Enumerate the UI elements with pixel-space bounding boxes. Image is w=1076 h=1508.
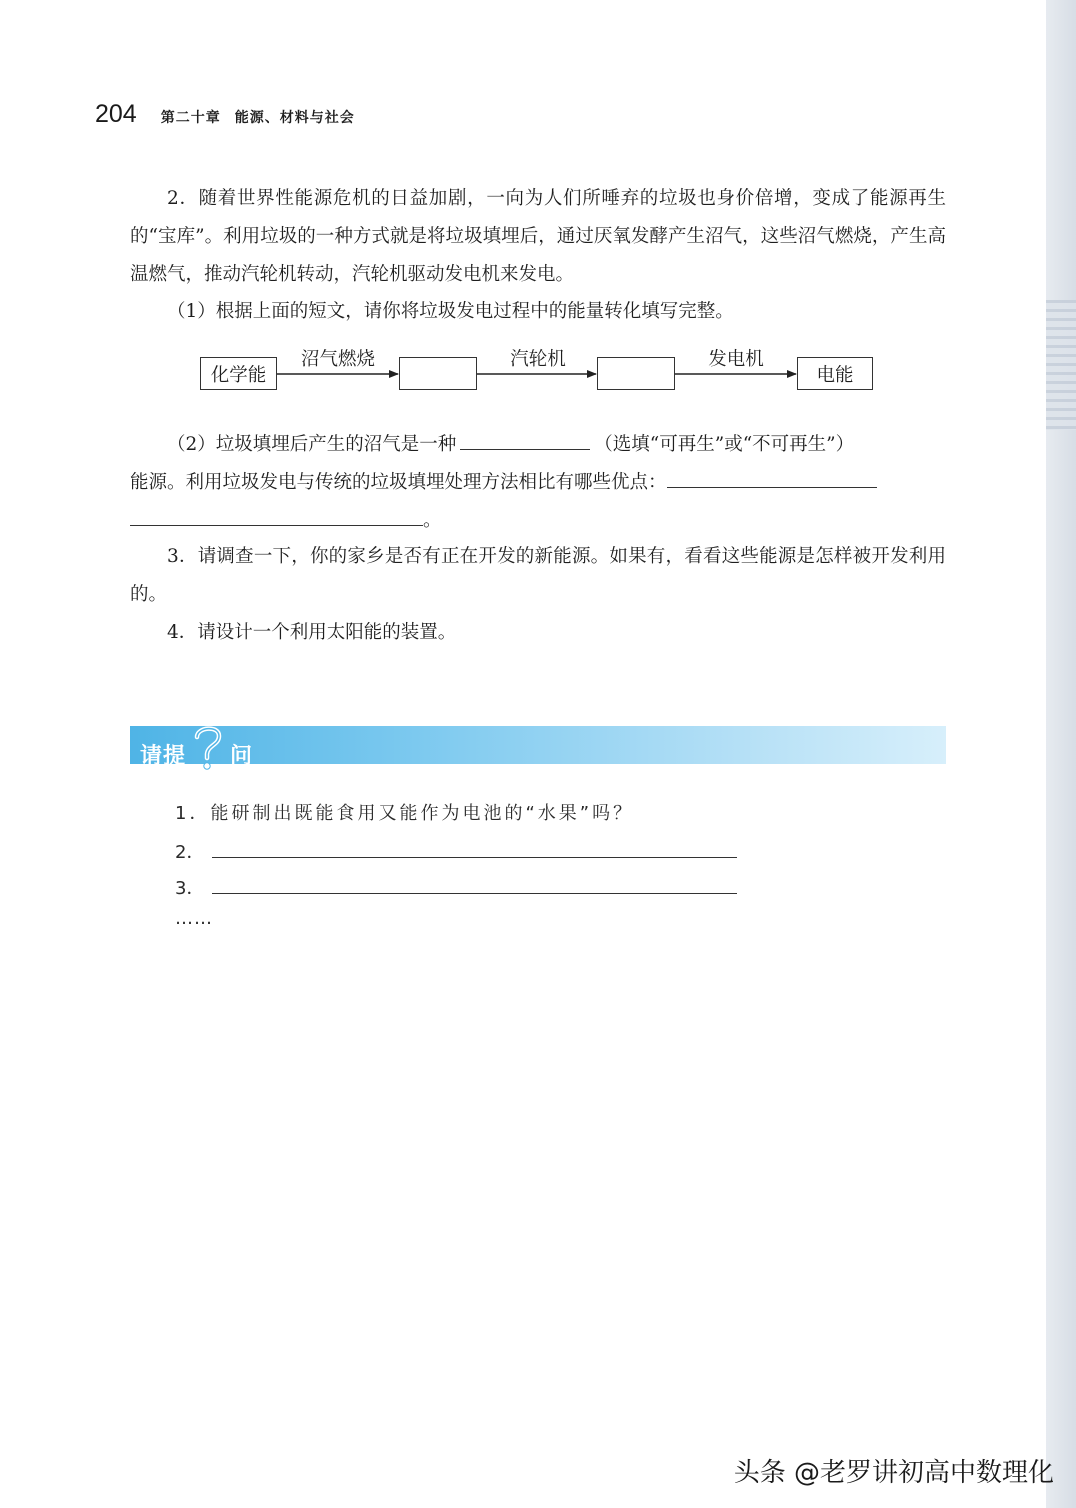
flow-label-step2: 汽轮机 xyxy=(510,349,566,370)
exercise-2-sub2-line2 xyxy=(130,464,946,502)
answer-blank-advantages-2[interactable] xyxy=(130,505,423,526)
sub2-prefix: （2）垃圾填埋后产生的沼气是一种 xyxy=(167,434,457,455)
flow-label-step1: 沼气燃烧 xyxy=(300,349,375,370)
sub2-end-mark: 。 xyxy=(423,510,442,531)
flow-end-box: 电能 xyxy=(797,357,873,390)
page-number: 204 xyxy=(95,100,137,128)
chapter-number: 第二十章 xyxy=(160,110,221,126)
exercise-2-paragraph: 2．随着世界性能源危机的日益加剧，一向为人们所唾弃的垃圾也身价倍增，变成了能源再生的“宝库”。利用垃圾的一种方式就是将垃圾填埋后，通过厌氧发酵产生沼气，这些沼气燃烧，产生高温燃气，推动汽轮机转动，汽轮机驱动发电机来发电。 xyxy=(130,188,946,285)
flow-blank-box-1[interactable] xyxy=(399,357,477,390)
exercise-2-sub1: （1）根据上面的短文，请你将垃圾发电过程中的能量转化填写完整。 xyxy=(167,301,734,322)
ask-title-right: 问 xyxy=(230,743,254,769)
ask-question-3-blank[interactable] xyxy=(212,875,737,894)
ask-title-left: 请提 xyxy=(140,743,187,769)
answer-blank-renewable[interactable] xyxy=(460,429,590,450)
ask-question-3 xyxy=(175,874,737,900)
answer-blank-advantages-1[interactable] xyxy=(667,467,877,488)
chapter-title: 能源、材料与社会 xyxy=(234,110,355,126)
exercise-2-sub2-line3 xyxy=(130,502,442,540)
ask-question-3-number: 3． xyxy=(175,878,205,899)
ask-question-title xyxy=(140,729,253,779)
ask-question-1: 1．能研制出既能食用又能作为电池的“水果”吗？ xyxy=(175,803,635,824)
sub2-question: 能源。利用垃圾发电与传统的垃圾填埋处理方法相比有哪些优点： xyxy=(130,472,667,493)
flow-start-box: 化学能 xyxy=(200,357,277,390)
watermark-text: 头条 @老罗讲初高中数理化 xyxy=(733,1458,1054,1488)
exercise-4-paragraph: 4．请设计一个利用太阳能的装置。 xyxy=(167,622,457,643)
exercise-2-sub2-line1 xyxy=(130,426,946,464)
ask-ellipsis: …… xyxy=(175,908,213,929)
sub2-suffix: （选填“可再生”或“不可再生”） xyxy=(594,434,855,455)
ask-question-2 xyxy=(175,838,737,864)
question-mark-icon xyxy=(188,721,228,771)
ask-question-banner xyxy=(130,726,946,769)
flow-blank-box-2[interactable] xyxy=(597,357,675,390)
ask-question-2-number: 2． xyxy=(175,842,205,863)
exercise-3-paragraph: 3．请调查一下，你的家乡是否有正在开发的新能源。如果有，看看这些能源是怎样被开发利用的。 xyxy=(130,546,946,605)
ask-question-2-blank[interactable] xyxy=(212,839,737,858)
flow-label-step3: 发电机 xyxy=(708,349,764,370)
